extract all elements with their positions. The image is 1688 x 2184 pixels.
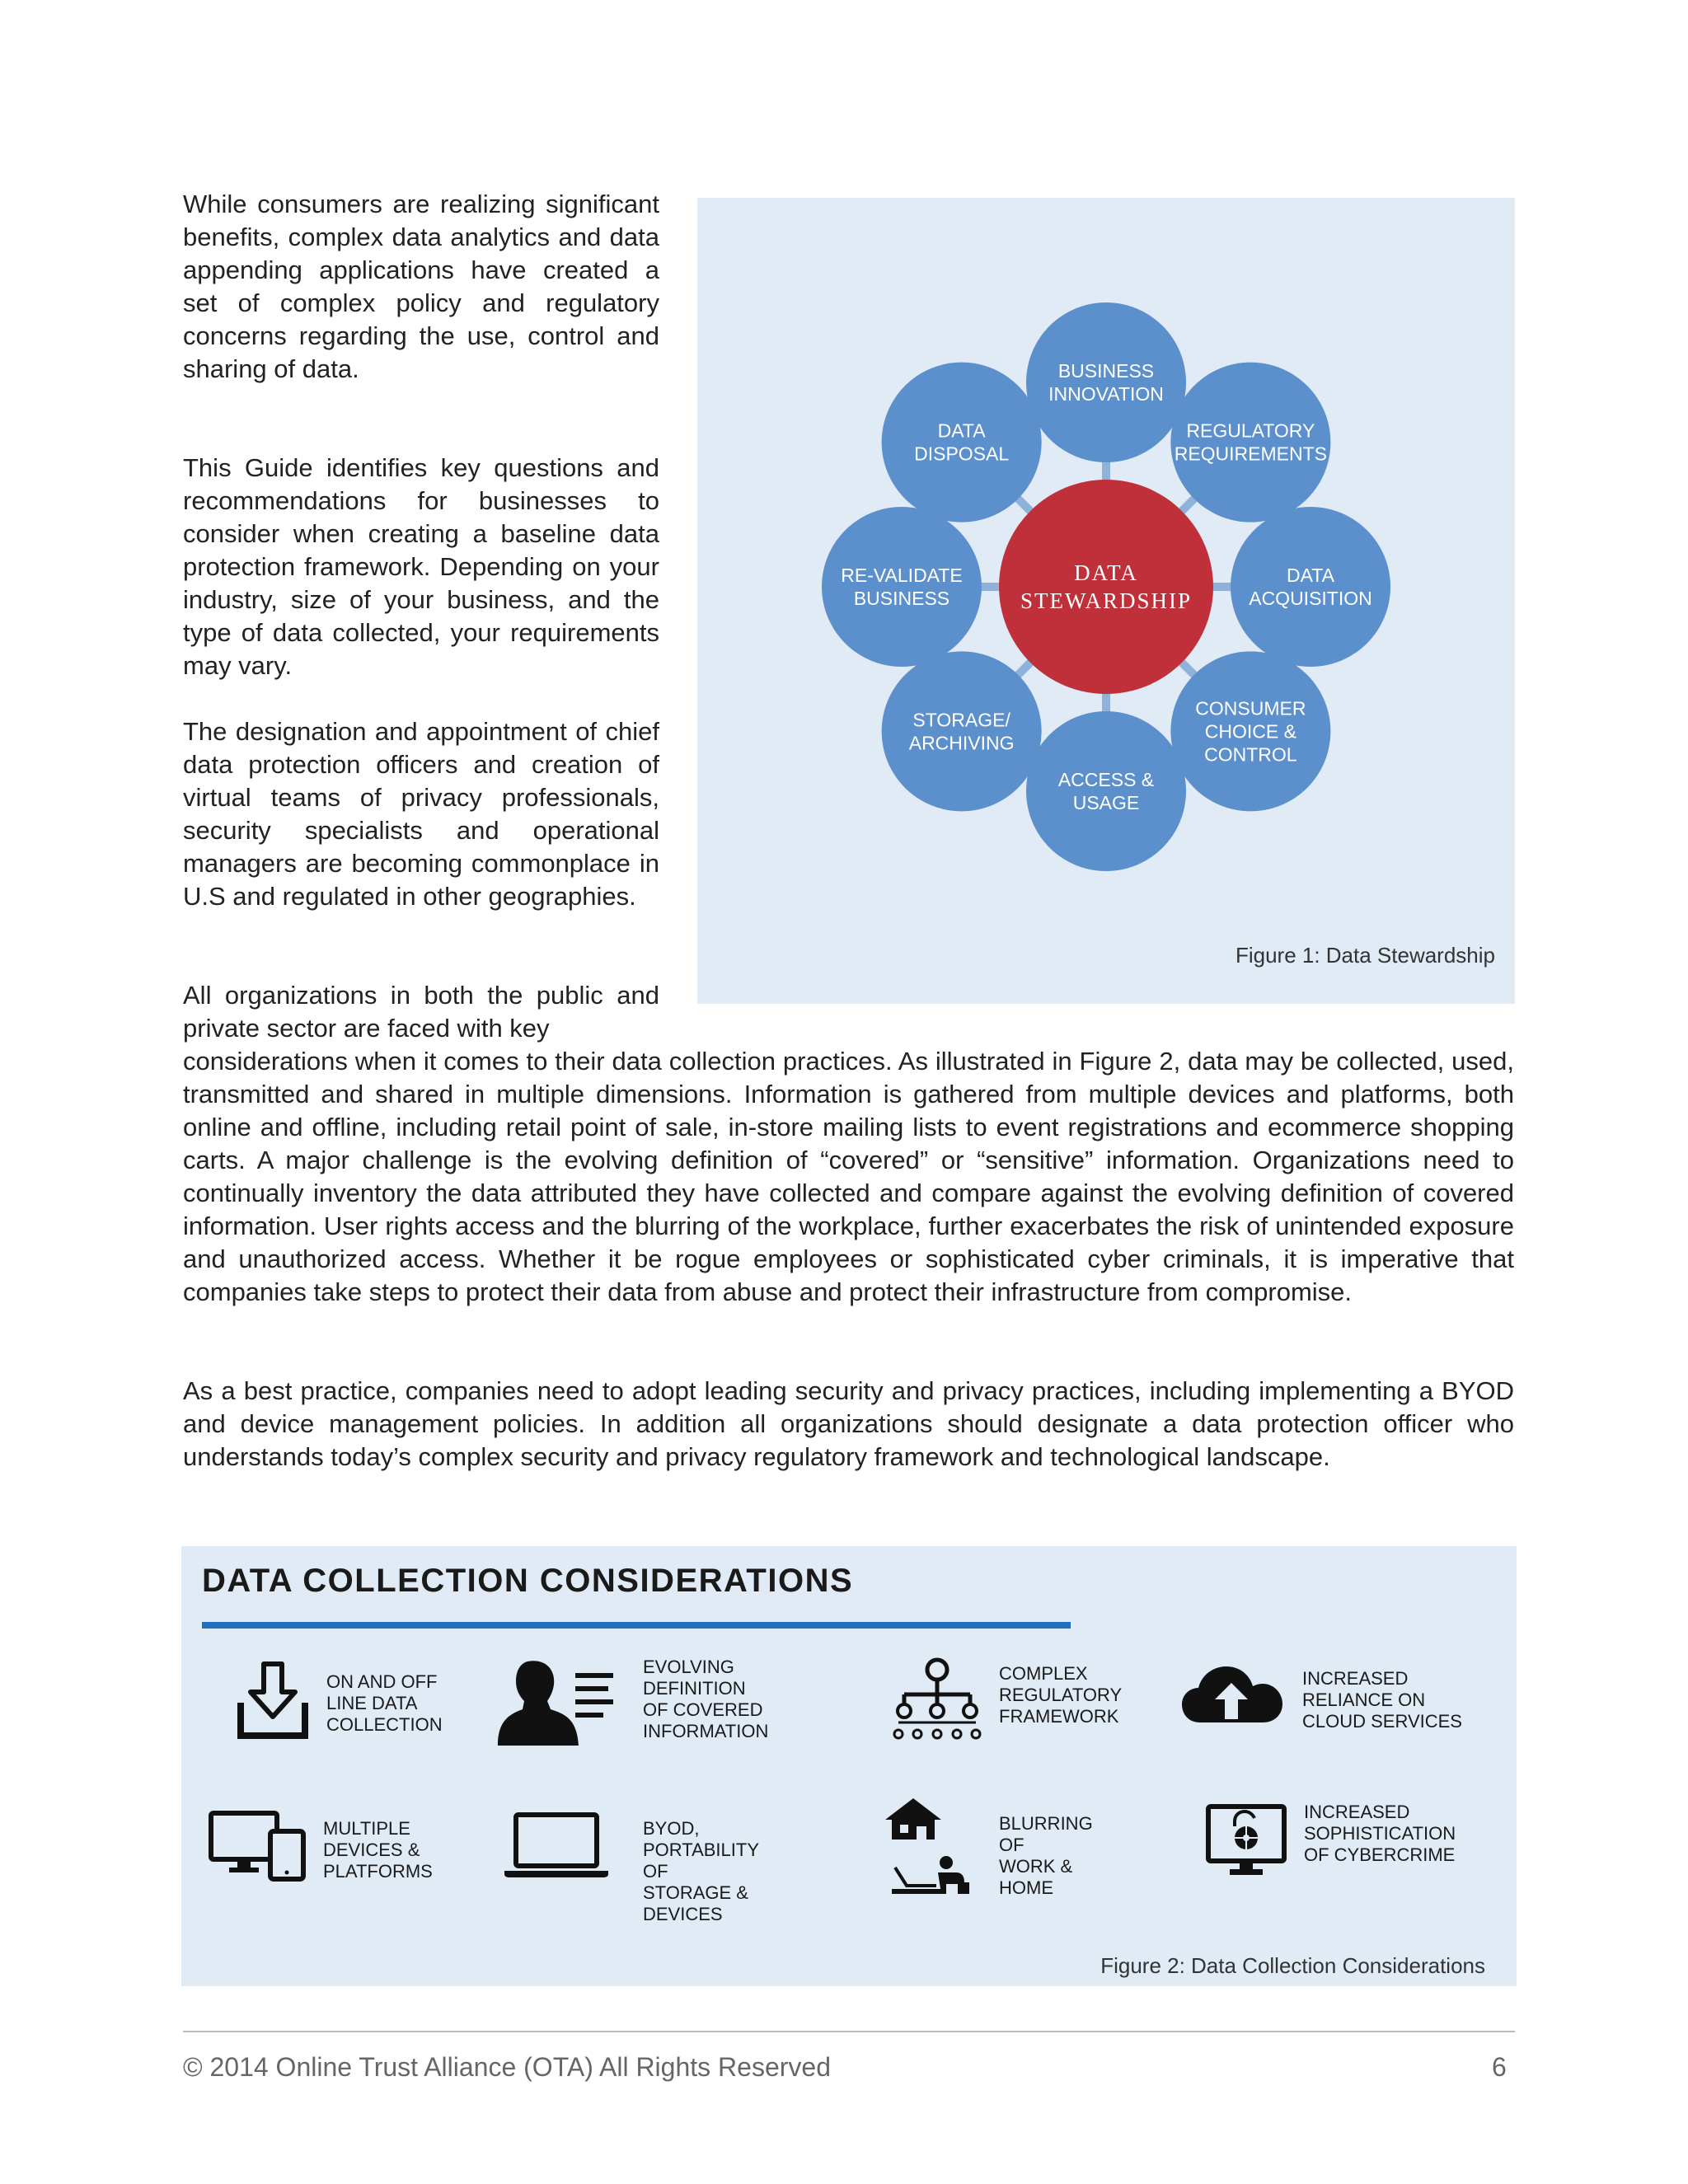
cloud-upload-icon xyxy=(1179,1661,1286,1727)
node-label: BUSINESS xyxy=(853,588,950,609)
laptop-icon xyxy=(503,1810,610,1879)
figure1-caption: Figure 1: Data Stewardship xyxy=(1235,943,1495,968)
node-label: DISPOSAL xyxy=(914,443,1010,465)
stewardship-node xyxy=(882,651,1042,811)
item-label: BLURRING OF WORK & HOME xyxy=(999,1813,1093,1898)
node-label: DATA xyxy=(1287,565,1334,586)
node-label: STORAGE/ xyxy=(912,709,1010,731)
center-label: STEWARDSHIP xyxy=(1020,588,1193,613)
item-label: INCREASED SOPHISTICATION OF CYBERCRIME xyxy=(1304,1802,1456,1865)
home-work-icon xyxy=(884,1797,982,1897)
figure2-title: DATA COLLECTION CONSIDERATIONS xyxy=(202,1563,854,1599)
person-profile-icon xyxy=(495,1655,618,1746)
figure-data-stewardship xyxy=(697,198,1515,1004)
paragraph-organizations-rest: considerations when it comes to their data collection practices. As illustrated in Figure 2, data may be collected, used, transmitted and shared in multiple dimensions. Information is gathered from multiple devices and platforms, both online and offline, including retail point of sale, in-store mailing lists to event registrations and ecommerce shopping carts. A major challenge is the evolving definition of “covered” or “sensitive” information. Organizations need to continually inventory the data attributed they have collected and compare against the evolving definition of covered information. User rights access and the blurring of the workplace, further exacerbates the risk of unintended exposure and unauthorized access. Whether it be rogue employees or sophisticated cyber criminals, it is imperative that companies take steps to protect their data from abuse and protect their infrastructure from compromise. xyxy=(183,1047,1514,1306)
stewardship-center xyxy=(999,480,1213,694)
item-label: EVOLVING DEFINITION OF COVERED INFORMATION xyxy=(643,1657,769,1741)
stewardship-node xyxy=(1026,302,1186,462)
node-label: INNOVATION xyxy=(1048,383,1164,405)
node-label: ACQUISITION xyxy=(1249,588,1372,609)
figure-data-collection xyxy=(181,1546,1517,1986)
node-label: USAGE xyxy=(1072,792,1140,813)
paragraph-intro: While consumers are realizing significant benefits, complex data analytics and data appending applications have created a set of complex policy and regulatory concerns regarding the use, control and sharing of data. xyxy=(183,190,659,383)
node-label: REQUIREMENTS xyxy=(1174,443,1328,465)
hierarchy-icon xyxy=(892,1657,982,1742)
item-label: MULTIPLE DEVICES & PLATFORMS xyxy=(323,1818,433,1882)
stewardship-node xyxy=(882,363,1042,523)
center-label: DATA xyxy=(1074,560,1138,585)
node-label: ARCHIVING xyxy=(908,732,1015,754)
node-label: RE-VALIDATE xyxy=(841,565,963,586)
paragraph-guide: This Guide identifies key questions and recommendations for businesses to consider when creating a baseline data protection framework. Depending on your industry, size of your business, and the type of data collected, your requirements may vary. xyxy=(183,453,659,680)
paragraph-organizations-start: All organizations in both the public and private sector are faced with key xyxy=(183,981,659,1043)
stewardship-node xyxy=(1170,651,1330,811)
item-label: ON AND OFF LINE DATA COLLECTION xyxy=(326,1671,443,1735)
figure2-caption: Figure 2: Data Collection Considerations xyxy=(1100,1953,1485,1978)
item-label: BYOD, PORTABILITY OF STORAGE & DEVICES xyxy=(643,1818,760,1924)
node-label: REGULATORY xyxy=(1186,419,1315,442)
item-label: COMPLEX REGULATORY FRAMEWORK xyxy=(999,1663,1123,1727)
stewardship-node xyxy=(1170,363,1330,523)
footer-copyright: © 2014 Online Trust Alliance (OTA) All Rights Reserved xyxy=(183,2052,831,2082)
monitor-lock-icon xyxy=(1205,1802,1287,1881)
node-label: DATA xyxy=(937,419,986,442)
node-label: CONTROL xyxy=(1204,743,1297,766)
paragraph-officers: The designation and appointment of chief data protection officers and creation of virtual teams of privacy professionals, security specialists and operational managers are becoming commonplace in U.S and regulated in other geographies. xyxy=(183,717,659,911)
page-number: 6 xyxy=(1492,2052,1507,2082)
multiple-devices-icon xyxy=(208,1808,307,1882)
paragraph-best-practice: As a best practice, companies need to adopt leading security and privacy practices, including implementing a BYOD and device management policies. In addition all organizations should designate a data protection officer who understands today’s complex security and privacy regulatory framework and technological landscape. xyxy=(183,1376,1514,1471)
stewardship-diagram xyxy=(697,198,1515,1004)
node-label: BUSINESS xyxy=(1057,360,1155,382)
node-label: CONSUMER xyxy=(1195,697,1306,719)
stewardship-node xyxy=(1231,507,1390,667)
footer-divider xyxy=(183,2031,1515,2032)
title-underline xyxy=(202,1622,1071,1629)
stewardship-node xyxy=(822,507,982,667)
node-label: ACCESS & xyxy=(1057,769,1155,790)
item-label: INCREASED RELIANCE ON CLOUD SERVICES xyxy=(1302,1668,1462,1732)
stewardship-node xyxy=(1026,711,1186,871)
download-tray-icon xyxy=(236,1660,310,1742)
node-label: CHOICE & xyxy=(1204,720,1296,743)
